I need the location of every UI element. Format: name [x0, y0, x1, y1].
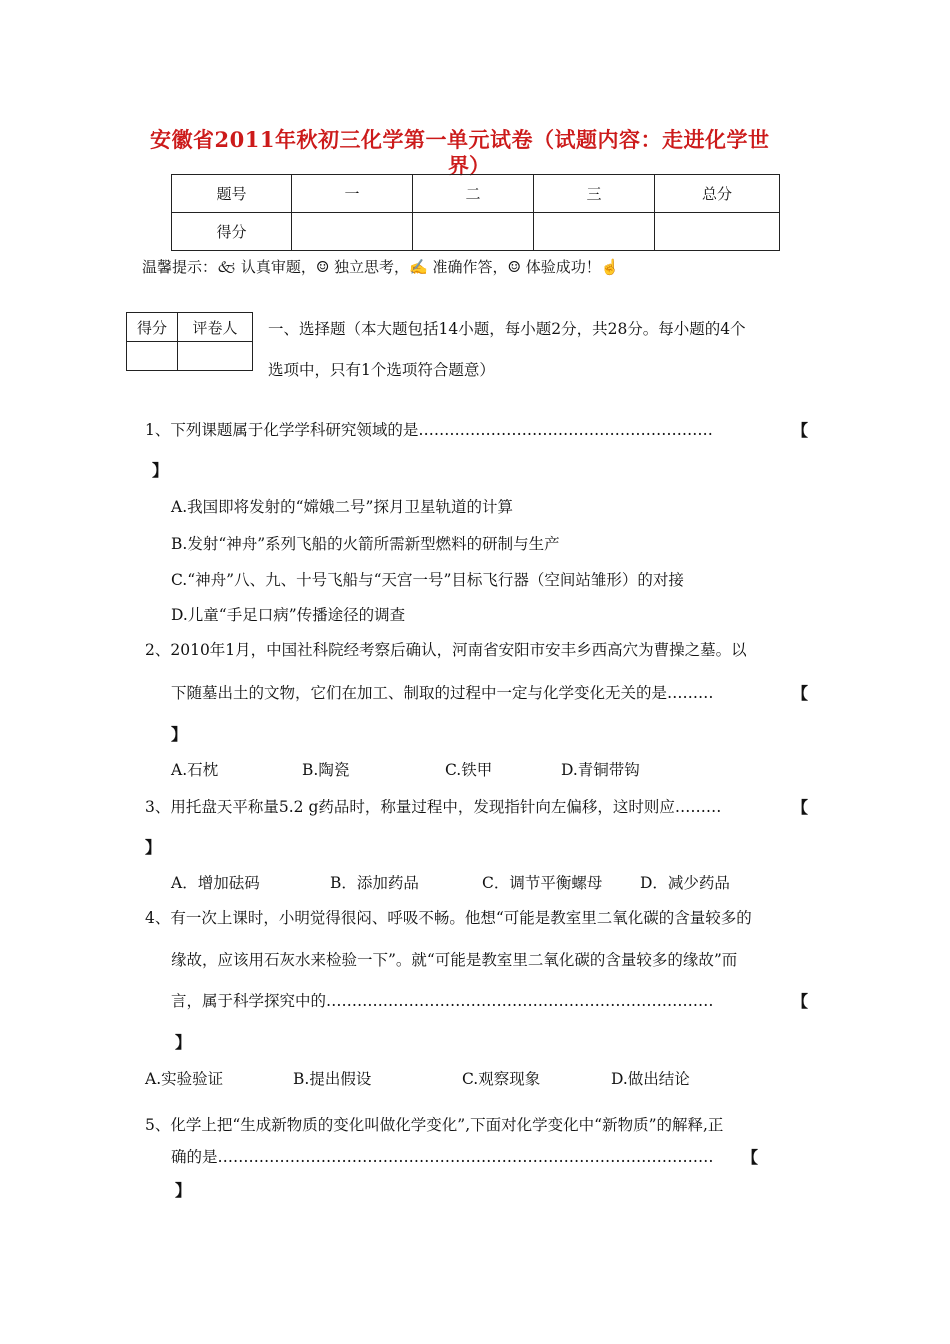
answer-bracket-open: 【 [792, 421, 809, 440]
score-table-header-row [172, 175, 780, 213]
question-2-option-c: C.铁甲 [445, 761, 493, 779]
question-2-line1: 2、2010年1月，中国社科院经考察后确认，河南省安阳市安丰乡西高穴为曹操之墓。以 [145, 641, 747, 659]
question-1-option-c: C.“神舟”八、九、十号飞船与“天宫一号”目标飞行器（空间站雏形）的对接 [171, 571, 684, 589]
question-2-option-d: D.青铜带钩 [561, 761, 640, 779]
question-2-option-a: A.石枕 [171, 761, 219, 779]
answer-bracket-open: 【 [742, 1148, 759, 1167]
score-header-cell: 总分 [655, 175, 780, 213]
score-cell [534, 213, 655, 251]
question-2-option-b: B.陶瓷 [302, 761, 350, 779]
grader-table [126, 312, 253, 371]
score-header-cell: 题号 [172, 175, 292, 213]
question-4-option-c: C.观察现象 [462, 1070, 541, 1088]
question-4-option-d: D.做出结论 [611, 1070, 690, 1088]
exam-title-line1: 安徽省2011年秋初三化学第一单元试卷（试题内容：走进化学世 [150, 127, 770, 152]
answer-bracket-open: 【 [792, 798, 809, 817]
question-3-stem: 3、用托盘天平称量5.2 g药品时，称量过程中，发现指针向左偏移，这时则应……… [145, 798, 722, 816]
question-1-option-d: D.儿童“手足口病”传播途径的调查 [171, 606, 406, 624]
question-1-option-a: A.我国即将发射的“嫦娥二号”探月卫星轨道的计算 [171, 498, 513, 516]
question-5-line1: 5、化学上把“生成新物质的变化叫做化学变化”,下面对化学变化中“新物质”的解释,正 [145, 1116, 724, 1134]
score-header-cell: 三 [534, 175, 655, 213]
question-4-option-a: A.实验验证 [145, 1070, 224, 1088]
question-3-option-d: D．减少药品 [640, 874, 730, 892]
question-5-line2: 确的是…………………………………………………………………………………… [171, 1148, 714, 1166]
question-4-line2: 缘故，应该用石灰水来检验一下”。就“可能是教室里二氧化碳的含量较多的缘故”而 [171, 951, 738, 969]
answer-bracket-open: 【 [792, 992, 809, 1011]
grader-header-row [127, 313, 253, 342]
question-4-line1: 4、有一次上课时，小明觉得很闷、呼吸不畅。他想“可能是教室里二氧化碳的含量较多的 [145, 909, 752, 927]
question-3-option-a: A．增加砝码 [171, 874, 260, 892]
question-1-option-b: B.发射“神舟”系列飞船的火箭所需新型燃料的研制与生产 [171, 535, 560, 553]
score-header-cell: 二 [413, 175, 534, 213]
score-cell [413, 213, 534, 251]
score-row-label: 得分 [172, 213, 292, 251]
question-3-option-c: C．调节平衡螺母 [482, 874, 603, 892]
grader-blank-row [127, 342, 253, 371]
question-4-line3: 言，属于科学探究中的………………………………………………………………… [171, 992, 714, 1010]
answer-bracket-close: 】 [175, 1033, 192, 1052]
answer-bracket-close: 】 [152, 461, 169, 480]
question-2-line2: 下随墓出土的文物，它们在加工、制取的过程中一定与化学变化无关的是……… [171, 684, 714, 702]
answer-bracket-close: 】 [171, 725, 188, 744]
tip-line: 温馨提示：🙵 认真审题，☺ 独立思考，✍ 准确作答，☺ 体验成功！☝ [142, 258, 620, 276]
grader-score-label: 得分 [127, 313, 178, 342]
score-header-cell: 一 [292, 175, 413, 213]
section-heading-line2: 选项中，只有1个选项符合题意） [268, 361, 495, 379]
grader-name-label: 评卷人 [178, 313, 253, 342]
question-1-stem: 1、下列课题属于化学学科研究领域的是………………………………………………… [145, 421, 713, 439]
answer-bracket-close: 】 [175, 1181, 192, 1200]
question-4-option-b: B.提出假设 [293, 1070, 372, 1088]
answer-bracket-close: 】 [145, 838, 162, 857]
question-3-option-b: B．添加药品 [330, 874, 419, 892]
score-cell [655, 213, 780, 251]
answer-bracket-open: 【 [792, 684, 809, 703]
grader-name-cell [178, 342, 253, 371]
score-table [171, 174, 780, 251]
score-table-score-row [172, 213, 780, 251]
grader-score-cell [127, 342, 178, 371]
exam-title-line2: 界） [448, 153, 490, 178]
section-heading-line1: 一、选择题（本大题包括14小题，每小题2分，共28分。每小题的4个 [268, 320, 746, 338]
score-cell [292, 213, 413, 251]
